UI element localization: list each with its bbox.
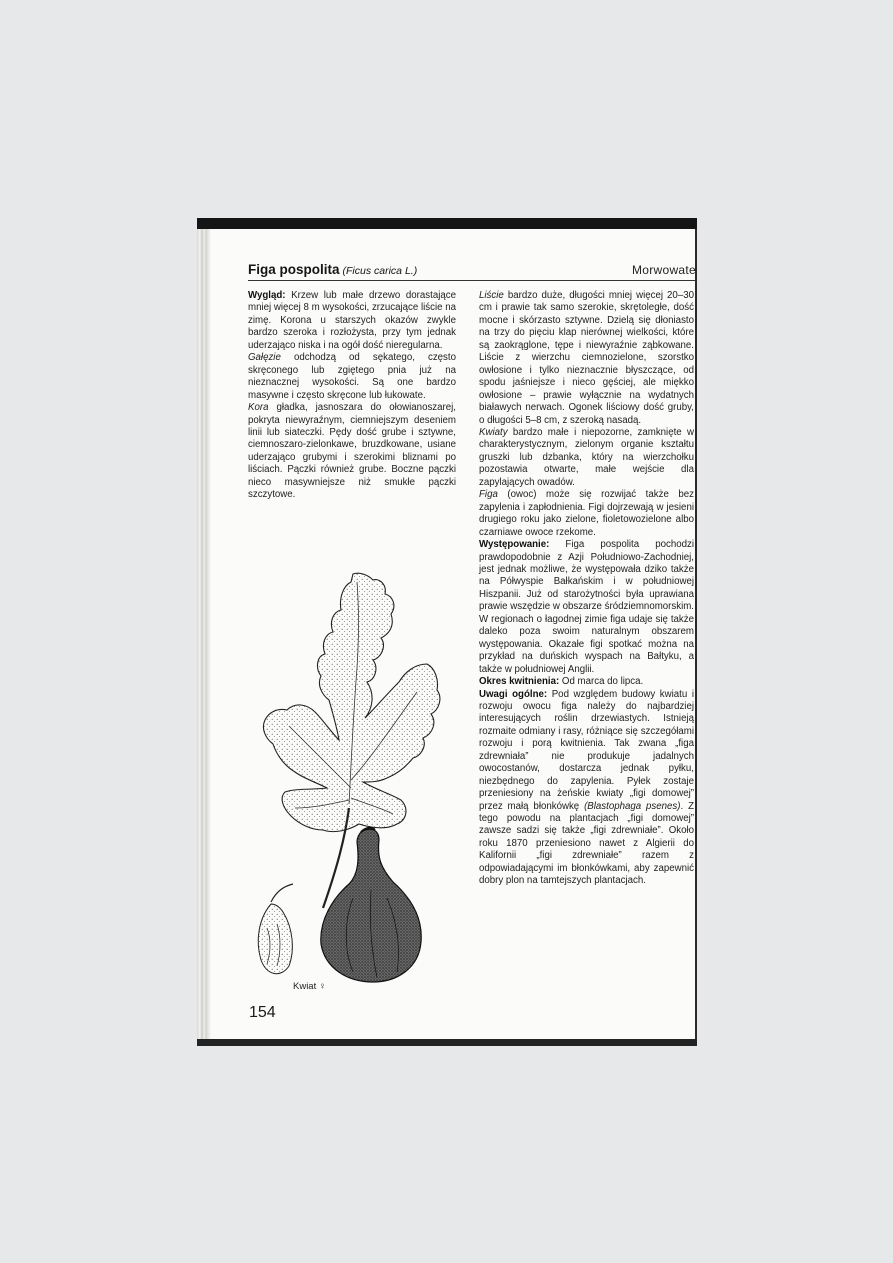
notes-text: Pod względem budowy kwiatu i rozwoju owocu figa należy do najbardziej interesujących roślin drzewiastych. Istnieją rozmaite odmiany i rasy, różniące się szczegółami rozwoju i porą kwitnienia. Tak zwana „figa zdrewniała” nie produkuje jadalnych owocostanów, dostarcza jednak pyłku, niezbędnego do zapylenia. Pyłek zostaje przeniesiony na żeńskie kwiaty „figi domowej” przez małą błonkówkę [479,688,694,812]
leaves-text: bardzo duże, długości mniej więcej 20–30 cm i prawie tak samo szerokie, skrętoległe, dość mocne i skórzasto sztywne. Dzielą się dłoniasto na trzy do pięciu klap nierównej wielkości, które są zaokrąglone, tępe i niewyraźnie ząbkowane. Liście z wierzchu ciemnozielone, szorstko owłosione i tylko nieznacznie błyszczące, od spodu jaśniejsze i nieco gęściej, ale miękko owłosione – prawie wyłącznie na wydatnych białawych nerwach. Ogonek liściowy dość gruby, o długości 5–8 cm, z szeroką nasadą. [479,290,694,426]
notes-label: Uwagi ogólne: [479,688,548,700]
page-header [248,260,697,281]
species-name: Figa pospolita [248,262,340,277]
flowers-text: bardzo małe i niepozorne, zamknięte w charakterystycznym, zielonym organie kształtu gruszki lub dzbanka, który na wierzchołku pozostawia otwarte, małe wejście dla zapylających owadów. [479,426,694,488]
occurrence-label: Występowanie: [479,539,550,551]
occurrence-text: Figa pospolita pochodzi prawdopodobnie z Azji Południowo-Zachodniej, jest jednak możliwe, że występowała dziko także na Półwyspie Bałkańskim i w południowej Hiszpanii. Już od starożytności była uprawiana prawie wszędzie w obszarze śródziemnomorskim. W regionach o łagodnej zimie figa udaje się także daleko poza swoim naturalnym obszarem występowania. Okazałe figi spotkać można na przykład na duńskich wyspach na Bałtyku, a także w południowej Anglii. [479,539,694,675]
appearance-paragraph [248,290,456,352]
leaves-label: Liście [479,290,504,301]
occurrence-paragraph [479,539,694,676]
appearance-text: Krzew lub małe drzewo dorastające mniej więcej 8 m wysokości, zrzucające liście na zimę. Korona u starszych okazów zwykle bardzo szeroka i rozłożysta, przy tym jednak uderzająco niska i na ogół dość nieregularna. [248,290,456,351]
notes-paragraph [479,689,694,888]
fig-fruit [321,828,421,982]
wasp-latin-name: (Blastophaga psenes) [584,800,681,812]
fruit-label: Figa [479,489,498,501]
bloom-text: Od marca do lipca. [559,676,644,688]
flowers-paragraph [479,427,694,489]
fig-leaf [263,573,439,831]
fruit-paragraph [479,489,694,539]
family-name: Morwowate [631,263,696,277]
branches-label: Gałęzie [248,352,281,364]
species-title [248,262,417,277]
appearance-label: Wygląd: [248,290,286,301]
page-number: 154 [249,1004,276,1021]
bloom-paragraph [479,676,694,688]
branches-paragraph [248,352,456,402]
scanned-page [197,218,697,1046]
flower-caption: Kwiat ♀ [293,981,326,992]
leaves-paragraph [479,290,694,427]
notes-text-2: . Z tego powodu na plantacjach „figi domowej” zawsze sadzi się także „figi zdrewniałe”. Około roku 1870 przeniesiono nawet z Algierii do Kalifornii „figi zdrewniałe” razem z odpowiadającymi im błonkówkami, aby zapewnić dobry plon na tamtejszych plantacjach. [479,800,694,887]
scan-top-edge [197,218,697,229]
latin-name: (Ficus carica L.) [342,265,418,277]
fig-illustration [241,568,476,1003]
left-column [248,290,456,502]
branches-text: odchodzą od sękatego, często skręconego lub zgiętego pnia już na nieznacznej wysokości. Są one bardzo masywne i często skręcone lub łukowate. [248,352,456,401]
scan-right-edge [695,229,697,1039]
book-spine-shadow [197,229,211,1039]
flowers-label: Kwiaty [479,426,508,438]
bark-paragraph [248,402,456,502]
fruit-text: (owoc) może się rozwijać także bez zapylenia i zapłodnienia. Figi dojrzewają w jesieni drugiego roku jako zielone, fioletowozielone albo czarniawe owoce rzekome. [479,489,694,538]
scan-bottom-edge [197,1039,697,1046]
fig-flower-section [258,884,293,974]
bark-label: Kora [248,402,269,414]
right-column [479,290,694,888]
bloom-label: Okres kwitnienia: [479,676,560,688]
bark-text: gładka, jasnoszara do ołowianoszarej, pokryta niewyraźnym, ciemniejszym deseniem linii lub siateczki. Pędy dość grube i sztywne, ciemnoszaro-zielonkawe, bruzdkowane, usiane uderzająco grubymi i szerokimi bliznami po liściach. Pączki również grube. Boczne pączki nieco masywniejsze niż smukłe pączki szczytowe. [248,402,456,501]
